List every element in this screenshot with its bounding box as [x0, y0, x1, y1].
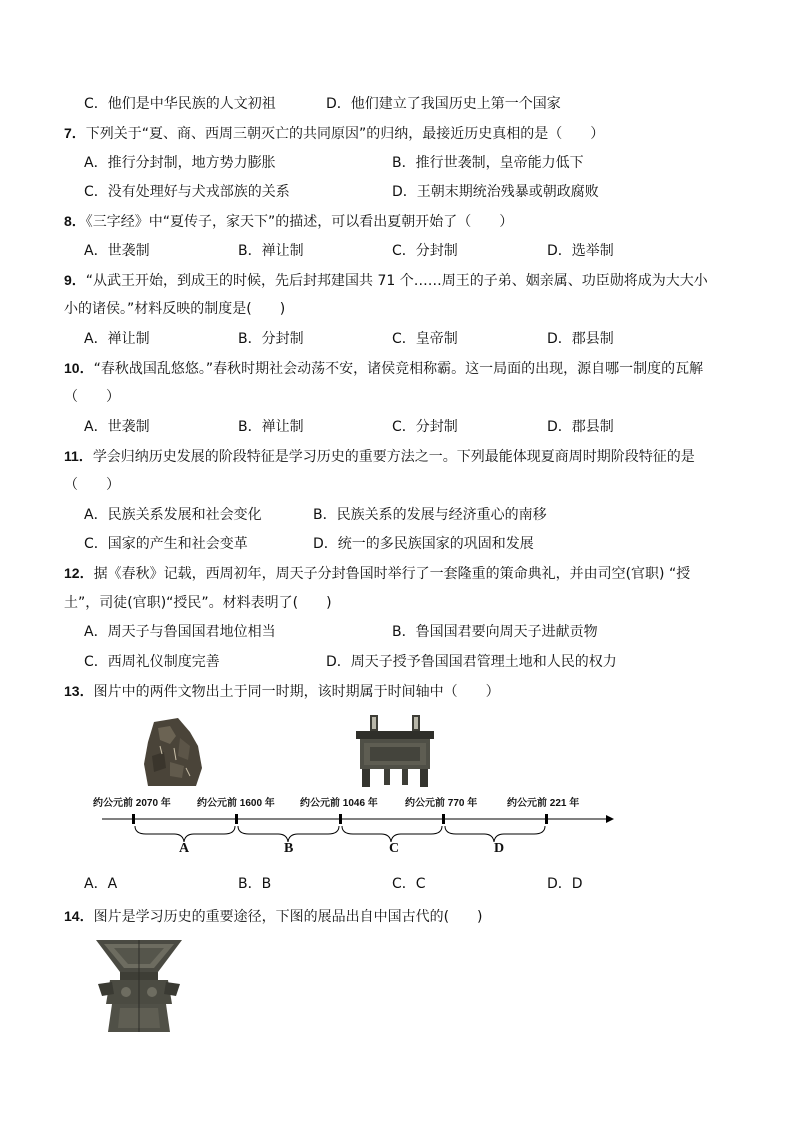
bronze-ding-image	[352, 713, 438, 789]
q10-option-c: C．分封制	[392, 419, 458, 435]
q10-stem-line1	[64, 358, 703, 379]
q11-option-c: C．国家的产生和社会变革	[84, 536, 248, 552]
q8-number: 8．	[64, 213, 86, 229]
q10-option-a: A．世袭制	[84, 419, 150, 435]
timeline-tick-label-1: 约公元前 2070 年	[93, 798, 171, 809]
q7-number: 7．	[64, 125, 86, 141]
q7-option-d: D．王朝末期统治残暴或朝政腐败	[392, 184, 599, 200]
bronze-zun-image	[92, 938, 186, 1034]
q6-option-d: D．他们建立了我国历史上第一个国家	[326, 96, 561, 112]
q12-option-b: B．鲁国国君要向周天子进献贡物	[392, 624, 598, 640]
q13-option-b: B．B	[238, 876, 272, 892]
q10-number: 10．	[64, 360, 94, 376]
q6-option-c: C．他们是中华民族的人文初祖	[84, 96, 276, 112]
q9-stem-line2: 小的诸侯。”材料反映的制度是( )	[64, 301, 286, 317]
q9-option-c: C．皇帝制	[392, 331, 458, 347]
q7-text: 下列关于“夏、商、西周三朝灭亡的共同原因”的归纳，最接近历史真相的是（ ）	[85, 126, 605, 142]
q11-text-1: 学会归纳历史发展的阶段特征是学习历史的重要方法之一。下列最能体现夏商周时期阶段特征的是	[92, 449, 695, 465]
q8-option-a: A．世袭制	[84, 243, 150, 259]
timeline-tick-label-2: 约公元前 1600 年	[197, 798, 275, 809]
q10-text-1: “春秋战国乱悠悠。”春秋时期社会动荡不安，诸侯竞相称霸。这一局面的出现，源自哪一制度的瓦解	[93, 361, 704, 377]
q9-number: 9．	[64, 272, 86, 288]
q13-option-a: A．A	[84, 876, 118, 892]
q8-option-b: B．禅让制	[238, 243, 304, 259]
q12-stem-line1	[64, 563, 690, 584]
q8-stem	[64, 211, 513, 232]
q12-option-d: D．周天子授予鲁国国君管理土地和人民的权力	[326, 654, 617, 670]
q12-number: 12．	[64, 565, 94, 581]
q9-stem-line1	[64, 270, 708, 291]
q9-option-d: D．郡县制	[547, 331, 614, 347]
q14-text: 图片是学习历史的重要途径，下图的展品出自中国古代的( )	[93, 909, 483, 925]
q10-option-b: B．禅让制	[238, 419, 304, 435]
timeline-segment-c: C	[389, 841, 400, 856]
q13-text: 图片中的两件文物出土于同一时期，该时期属于时间轴中（ ）	[93, 684, 500, 700]
q14-number: 14．	[64, 908, 94, 924]
q9-text-1: “从武王开始，到成王的时候，先后封邦建国共 71 个……周王的子弟、姻亲属、功臣勋将成为大大小	[85, 273, 708, 289]
q9-option-a: A．禅让制	[84, 331, 150, 347]
q12-stem-line2: 土”，司徒(官职)“授民”。材料表明了( )	[64, 595, 332, 611]
q7-option-c: C．没有处理好与犬戎部族的关系	[84, 184, 290, 200]
timeline-segment-d: D	[494, 841, 505, 856]
q13-stem	[64, 681, 500, 702]
q10-stem-line2: （ ）	[64, 389, 120, 405]
q8-option-d: D．选举制	[547, 243, 614, 259]
timeline-tick-label-4: 约公元前 770 年	[405, 798, 478, 809]
q7-stem	[64, 123, 604, 144]
q12-option-a: A．周天子与鲁国国君地位相当	[84, 624, 276, 640]
timeline-segment-b: B	[284, 841, 294, 856]
q13-option-c: C．C	[392, 876, 426, 892]
q11-option-b: B．民族关系的发展与经济重心的南移	[313, 507, 547, 523]
q14-stem	[64, 906, 483, 927]
q8-option-c: C．分封制	[392, 243, 458, 259]
q13-option-d: D．D	[547, 876, 583, 892]
oracle-bone-image	[140, 716, 204, 788]
q7-option-b: B．推行世袭制，皇帝能力低下	[392, 155, 584, 171]
q12-option-c: C．西周礼仪制度完善	[84, 654, 220, 670]
timeline-tick-label-5: 约公元前 221 年	[507, 798, 580, 809]
q11-option-a: A．民族关系发展和社会变化	[84, 507, 262, 523]
q10-option-d: D．郡县制	[547, 419, 614, 435]
q11-stem-line1	[64, 446, 695, 467]
q7-option-a: A．推行分封制，地方势力膨胀	[84, 155, 276, 171]
q12-text-1: 据《春秋》记载，西周初年，周天子分封鲁国时举行了一套隆重的策命典礼，并由司空(官职) “授	[93, 566, 691, 582]
q13-number: 13．	[64, 683, 94, 699]
timeline-tick-label-3: 约公元前 1046 年	[300, 798, 378, 809]
q11-stem-line2: （ ）	[64, 477, 120, 493]
q11-number: 11．	[64, 448, 93, 464]
q9-option-b: B．分封制	[238, 331, 304, 347]
q11-option-d: D．统一的多民族国家的巩固和发展	[313, 536, 534, 552]
timeline-braces	[135, 826, 545, 842]
timeline-segment-a: A	[179, 841, 190, 856]
q8-text: 《三字经》中“夏传子，家天下”的描述，可以看出夏朝开始了（ ）	[85, 214, 514, 230]
timeline-axis	[96, 812, 616, 862]
